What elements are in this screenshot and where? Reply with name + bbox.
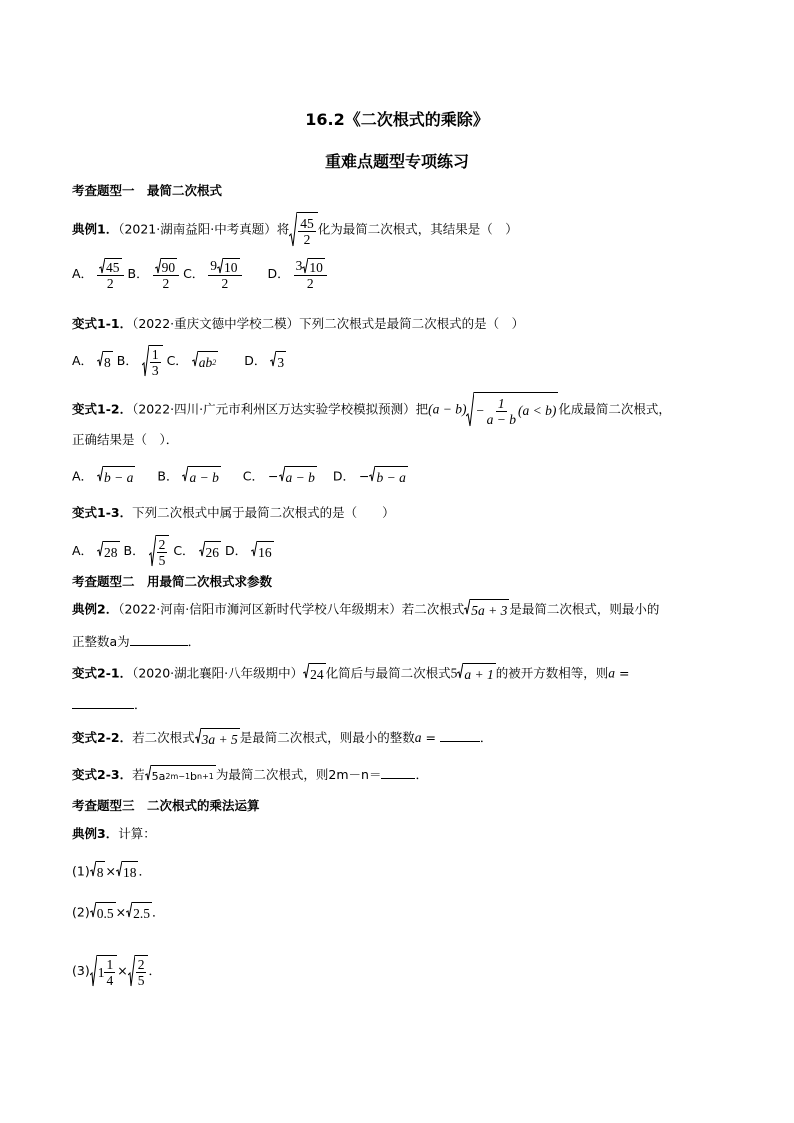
document-subtitle: 重难点题型专项练习	[324, 152, 469, 171]
answer-blank[interactable]	[72, 694, 134, 709]
problem-2-label: (2)	[72, 904, 90, 920]
example-3	[72, 824, 156, 844]
condition: (a < b)	[517, 403, 557, 418]
option-c-value	[192, 351, 219, 373]
period: ．	[479, 730, 493, 745]
radicand: 0.5	[96, 902, 116, 924]
option-b-radicand: a − b	[188, 466, 220, 488]
variant-1-1-options	[72, 345, 286, 378]
radicand: 8	[96, 861, 106, 883]
variant-2-2	[72, 727, 492, 750]
radicand: 18	[122, 861, 139, 883]
period: ．	[187, 634, 201, 649]
sqrt-8	[90, 861, 106, 883]
option-c-value	[279, 466, 317, 488]
variable-a: a	[608, 665, 616, 681]
fraction-denominator: 2	[303, 231, 311, 247]
variant-1-3-label: 变式1-3．	[72, 505, 133, 520]
option-b-value	[153, 258, 180, 291]
sqrt-2-5	[126, 902, 152, 924]
variant-1-2-prefix: (a − b)	[428, 401, 467, 417]
variant-1-1-label: 变式1-1．	[72, 316, 133, 331]
option-c-label: C．	[183, 266, 205, 282]
option-d-coef: 3	[295, 258, 303, 273]
option-c-radicand: 26	[205, 541, 222, 563]
option-a-den: 2	[106, 276, 114, 292]
document-title: 16.2《二次根式的乘除》	[305, 110, 489, 129]
option-c-coef: 9	[210, 258, 218, 273]
fraction-numerator: 1	[497, 395, 505, 411]
section-heading-2: 考查题型二 用最简二次根式求参数	[72, 574, 273, 589]
sqrt-expression	[145, 765, 216, 787]
variant-2-2-text-b: 是最简二次根式，则最小的整数	[239, 730, 415, 745]
option-d-value	[369, 466, 407, 488]
variant-2-1-text-b: 化简后与最简二次根式	[325, 665, 451, 681]
option-b-value	[149, 535, 170, 568]
variant-2-3-label: 变式2-3．	[72, 767, 133, 782]
variant-1-3-text: 下列二次根式中属于最简二次根式的是（ ）	[132, 505, 395, 520]
radicand: a + 1	[463, 663, 495, 685]
equals: =	[421, 730, 440, 745]
variant-2-1-line2	[72, 694, 147, 715]
radicand-b: b	[190, 769, 198, 783]
option-b-label: B．	[157, 468, 179, 484]
section-heading-3: 考查题型三 二次根式的乘法运算	[72, 798, 260, 813]
option-c-label: C．	[166, 353, 188, 368]
example-1-options	[72, 258, 327, 291]
option-c-label: C．	[242, 468, 265, 484]
example-2-text-b: 是最简二次根式，则最小的	[509, 601, 660, 617]
option-a-radicand: 28	[103, 541, 120, 563]
fraction-numerator: 2	[137, 957, 145, 972]
option-d-label: D．	[267, 266, 290, 282]
variant-2-1-label: 变式2-1．	[72, 665, 133, 681]
variant-2-2-label: 变式2-2．	[72, 730, 133, 745]
option-b-label: B．	[123, 543, 145, 558]
sqrt-0-5	[90, 902, 116, 924]
fraction-numerator: 1	[106, 957, 114, 972]
option-a-label: A．	[72, 468, 94, 484]
sqrt-18	[116, 861, 139, 883]
sqrt-fraction	[128, 955, 149, 988]
problem-1	[72, 861, 151, 883]
times-sign: ×	[105, 863, 116, 879]
variant-1-2-line2: 正确结果是（ ）．	[72, 432, 179, 447]
fraction-denominator: 5	[137, 973, 145, 988]
variant-1-3-options	[72, 535, 274, 568]
times-sign: ×	[117, 963, 128, 978]
example-3-label: 典例3．	[72, 826, 119, 841]
variant-1-2-options	[72, 466, 408, 488]
option-d-radicand: b − a	[375, 466, 407, 488]
times-sign: ×	[115, 904, 127, 920]
example-1-text-a: （2021·湖南益阳·中考真题）将	[118, 221, 290, 237]
option-c-exponent: 2	[212, 357, 217, 367]
option-a-value	[97, 351, 113, 373]
option-d-radicand: 3	[276, 351, 286, 373]
example-2-line2	[72, 631, 200, 652]
option-b-label: B．	[127, 266, 149, 282]
minus-sign: −	[268, 468, 279, 484]
example-2-label: 典例2．	[72, 601, 119, 617]
sqrt-24	[303, 663, 326, 685]
whole-part: 1	[97, 964, 105, 980]
radicand: 5a + 3	[470, 599, 509, 621]
answer-blank[interactable]	[440, 727, 480, 742]
answer-blank[interactable]	[130, 631, 188, 646]
variant-2-1	[72, 663, 629, 685]
problem-3-label: (3)	[72, 963, 90, 978]
option-b-num: 2	[158, 537, 166, 552]
option-d-radicand: 16	[257, 541, 274, 563]
option-d-den: 2	[306, 276, 314, 292]
option-d-value	[270, 351, 286, 373]
option-a-value	[97, 541, 120, 563]
radicand: 2.5	[132, 902, 152, 924]
variant-2-3-text-b: 为最简二次根式，则2m－n＝	[215, 767, 382, 782]
option-d-radicand: 10	[309, 260, 323, 276]
example-3-text: 计算：	[118, 826, 156, 841]
option-b-num: 1	[151, 347, 159, 362]
option-a-value	[97, 258, 124, 291]
sqrt-expression	[289, 212, 318, 248]
variant-2-1-text-a: （2020·湖北襄阳·八年级期中）	[132, 665, 304, 681]
problem-2	[72, 902, 164, 924]
exponent-b: n+1	[197, 771, 214, 781]
option-a-radicand: b − a	[103, 466, 135, 488]
variant-2-3	[72, 764, 428, 787]
fraction-denominator: 4	[106, 973, 114, 988]
variant-1-2	[72, 392, 671, 428]
example-2-line2-text: 正整数a为	[72, 634, 130, 649]
option-d-value	[251, 541, 274, 563]
example-1-text-b: 化为最简二次根式，其结果是（ ）	[317, 221, 518, 237]
option-b-value	[142, 345, 163, 378]
fraction-numerator: 45	[300, 215, 314, 231]
option-b-den: 2	[162, 276, 170, 292]
period: ．	[138, 863, 151, 879]
equals: =	[615, 665, 630, 681]
option-b-label: B．	[116, 353, 138, 368]
coefficient: 5	[450, 665, 458, 681]
variant-1-3	[72, 503, 395, 523]
radicand: 3a + 5	[201, 728, 240, 750]
example-1-label: 典例1．	[72, 221, 119, 237]
option-c-radicand: a − b	[285, 466, 317, 488]
radicand-a: 5a	[151, 769, 166, 783]
period: ．	[151, 904, 165, 920]
variant-2-2-text-a: 若二次根式	[132, 730, 195, 745]
variant-1-2-text-b: 化成最简二次根式，	[558, 401, 671, 417]
option-c-label: C．	[173, 543, 195, 558]
option-b-radicand: 90	[161, 260, 176, 276]
option-d-value	[294, 258, 327, 291]
option-c-radicand: ab	[198, 354, 213, 370]
option-a-radicand: 45	[106, 260, 120, 276]
answer-blank[interactable]	[381, 764, 415, 779]
option-d-label: D．	[244, 353, 267, 368]
variant-1-2-label: 变式1-2．	[72, 401, 133, 417]
option-c-radicand: 10	[224, 260, 238, 276]
example-2	[72, 599, 659, 621]
option-a-label: A．	[72, 543, 94, 558]
option-b-value	[182, 466, 220, 488]
problem-1-label: (1)	[72, 863, 90, 879]
option-d-label: D．	[225, 543, 248, 558]
option-c-den: 2	[221, 276, 229, 292]
option-c-value	[199, 541, 222, 563]
fraction-denominator: a − b	[486, 411, 516, 427]
option-d-label: D．	[332, 468, 355, 484]
sqrt-a-plus-1	[457, 663, 495, 685]
sqrt-expression	[464, 599, 509, 621]
sqrt-expression: − $\frac{1}{a - b}$ (a < b)	[466, 392, 558, 428]
variant-1-2-text-a: （2022·四川·广元市利州区万达实验学校模拟预测）把	[132, 401, 429, 417]
option-a-label: A．	[72, 266, 94, 282]
variant-1-1	[72, 314, 524, 334]
period: ．	[134, 697, 147, 712]
minus-sign: −	[358, 468, 370, 484]
option-b-den: 5	[158, 553, 166, 568]
variant-2-3-text-a: 若	[132, 767, 145, 782]
sqrt-expression	[195, 728, 240, 750]
problem-3	[72, 955, 161, 988]
variant-2-1-text-c: 的被开方数相等，则	[495, 665, 609, 681]
exponent-a: 2m−1	[165, 771, 191, 781]
sqrt-mixed-fraction	[90, 955, 118, 988]
variant-1-1-text: （2022·重庆文德中学校二模）下列二次根式是最简二次根式的是（ ）	[132, 316, 525, 331]
radicand: 24	[309, 663, 326, 685]
variable-a: a	[414, 730, 422, 745]
example-1	[72, 212, 518, 248]
example-2-text-a: （2022·河南·信阳市浉河区新时代学校八年级期末）若二次根式	[118, 601, 465, 617]
period: ．	[148, 963, 161, 978]
period: ．	[415, 767, 428, 782]
section-heading-1: 考查题型一 最简二次根式	[72, 183, 223, 198]
option-a-value	[97, 466, 135, 488]
option-b-den: 3	[151, 363, 159, 378]
option-a-radicand: 8	[103, 351, 113, 373]
option-a-label: A．	[72, 353, 94, 368]
option-c-value	[208, 258, 241, 291]
